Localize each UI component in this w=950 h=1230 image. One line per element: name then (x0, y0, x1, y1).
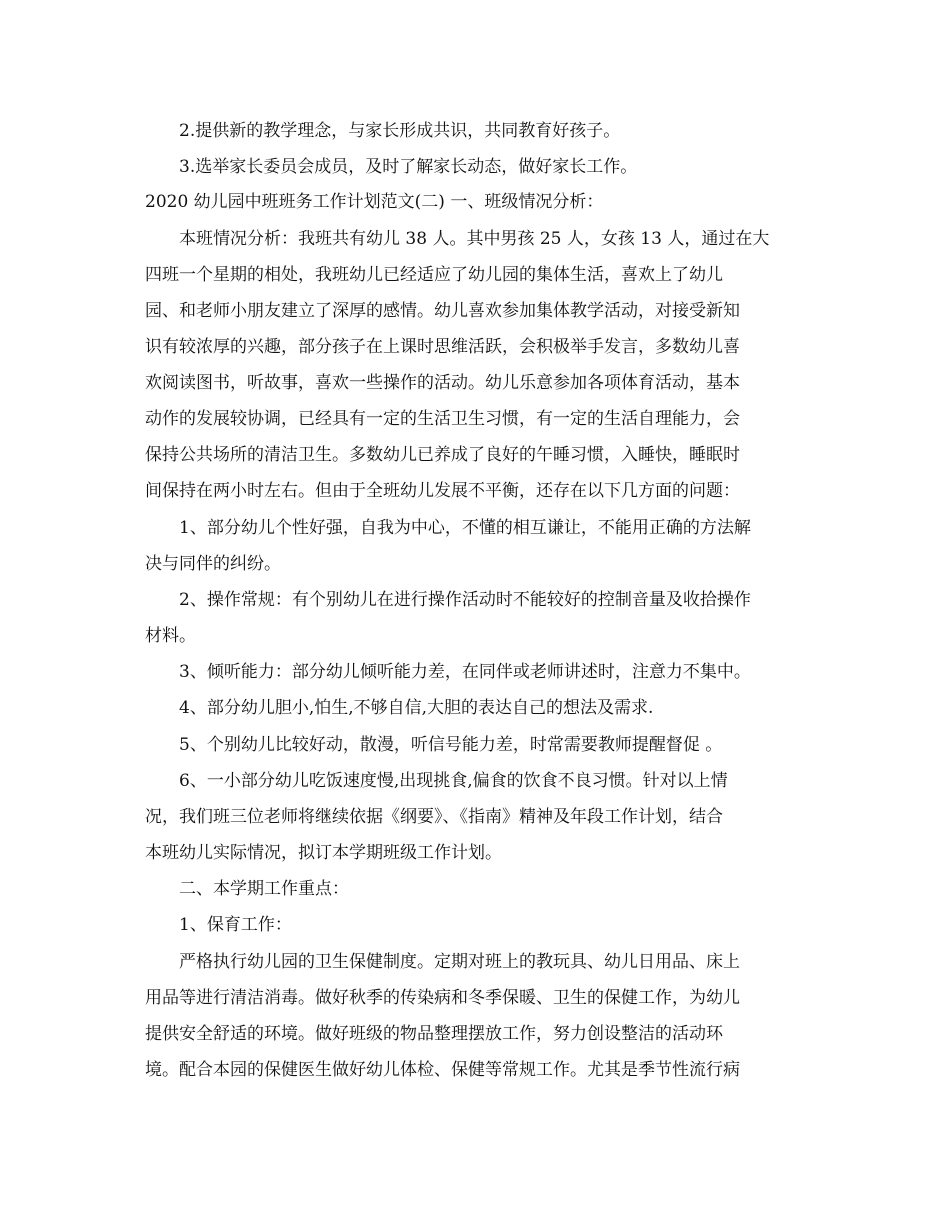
text-line: 决与同伴的纠纷。 (145, 554, 281, 574)
text-line: 四班一个星期的相处，我班幼儿已经适应了幼儿园的集体生活，喜欢上了幼儿 (145, 265, 723, 285)
text-line: 材料。 (145, 626, 196, 646)
text-line: 本班幼儿实际情况，拟订本学期班级工作计划。 (145, 843, 502, 863)
text-line: 二、本学期工作重点： (179, 879, 349, 899)
text-line: 提供安全舒适的环境。做好班级的物品整理摆放工作，努力创设整洁的活动环 (145, 1024, 723, 1044)
text-line: 境。配合本园的保健医生做好幼儿体检、保健等常规工作。尤其是季节性流行病 (145, 1060, 740, 1080)
text-line: 间保持在两小时左右。但由于全班幼儿发展不平衡，还存在以下几方面的问题： (145, 481, 740, 501)
text-line: 园、和老师小朋友建立了深厚的感情。幼儿喜欢参加集体教学活动，对接受新知 (145, 301, 740, 321)
text-line: 1、部分幼儿个性好强，自我为中心，不懂的相互谦让，不能用正确的方法解 (179, 518, 751, 538)
text-line: 动作的发展较协调，已经具有一定的生活卫生习惯，有一定的生活自理能力，会 (145, 409, 740, 429)
text-line: 3.选举家长委员会成员，及时了解家长动态，做好家长工作。 (179, 157, 638, 177)
text-line: 识有较浓厚的兴趣，部分孩子在上课时思维活跃，会积极举手发言，多数幼儿喜 (145, 337, 740, 357)
text-line: 况，我们班三位老师将继续依据《纲要》、《指南》精神及年段工作计划，结合 (145, 807, 723, 827)
text-line: 1、保育工作： (179, 915, 292, 935)
text-line: 本班情况分析：我班共有幼儿 38 人。其中男孩 25 人，女孩 13 人，通过在大 (179, 229, 770, 249)
text-line: 3、倾听能力：部分幼儿倾听能力差，在同伴或老师讲述时，注意力不集中。 (179, 662, 751, 682)
text-line: 严格执行幼儿园的卫生保健制度。定期对班上的教玩具、幼儿日用品、床上 (179, 952, 740, 972)
text-line: 保持公共场所的清洁卫生。多数幼儿已养成了良好的午睡习惯，入睡快，睡眠时 (145, 445, 740, 465)
text-line: 6、一小部分幼儿吃饭速度慢,出现挑食,偏食的饮食不良习惯。针对以上情 (179, 771, 728, 791)
text-line: 欢阅读图书，听故事，喜欢一些操作的活动。幼儿乐意参加各项体育活动，基本 (145, 373, 740, 393)
text-line: 5、个别幼儿比较好动，散漫，听信号能力差，时常需要教师提醒督促 。 (179, 735, 723, 755)
text-line: 2020 幼儿园中班班务工作计划范文(二) 一、班级情况分析： (145, 192, 604, 212)
text-line: 2.提供新的教学理念，与家长形成共识，共同教育好孩子。 (179, 121, 621, 141)
text-line: 4、部分幼儿胆小,怕生,不够自信,大胆的表达自己的想法及需求. (179, 698, 654, 718)
text-line: 用品等进行清洁消毒。做好秋季的传染病和冬季保暖、卫生的保健工作，为幼儿 (145, 988, 740, 1008)
text-line: 2、操作常规：有个别幼儿在进行操作活动时不能较好的控制音量及收拾操作 (179, 590, 751, 610)
